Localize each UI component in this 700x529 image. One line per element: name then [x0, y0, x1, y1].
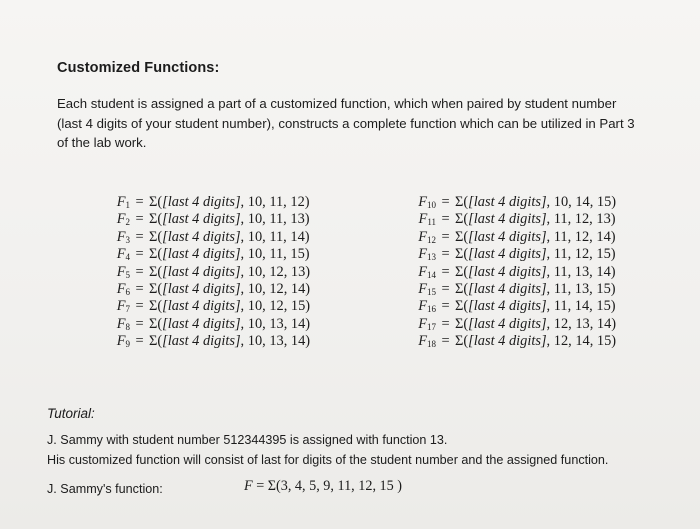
- function-row: [100, 281, 310, 298]
- function-index: 9: [125, 339, 130, 350]
- function-letter: F: [418, 211, 428, 228]
- sigma-symbol: Σ(: [455, 211, 469, 228]
- function-row: [410, 246, 616, 263]
- function-letter: F: [418, 298, 427, 315]
- digits-placeholder: [last 4 digits]: [468, 263, 547, 280]
- minterm-values: , 10, 11, 12): [240, 194, 310, 210]
- function-letter: F: [116, 333, 126, 350]
- function-letter: F: [116, 194, 126, 210]
- tutorial-function-formula: [244, 478, 402, 495]
- sigma-symbol: Σ(: [455, 315, 469, 332]
- function-row: [410, 264, 616, 281]
- intro-line-2: (last 4 digits of your student number), constructs a complete function which can be utilized in Part 3: [57, 115, 635, 131]
- digits-placeholder: [last 4 digits]: [162, 194, 241, 210]
- sigma-symbol: Σ(: [149, 280, 163, 297]
- minterm-values: , 11, 12, 14): [546, 228, 616, 245]
- function-index: 8: [125, 321, 130, 332]
- minterm-values: , 10, 11, 15): [240, 246, 310, 263]
- function-row: [410, 298, 616, 315]
- equals-sign: =: [135, 228, 144, 245]
- digits-placeholder: [last 4 digits]: [162, 211, 241, 228]
- intro-line-3: of the lab work.: [57, 135, 147, 150]
- sigma-symbol: Σ(: [149, 333, 163, 350]
- equals-sign: =: [135, 298, 144, 315]
- function-letter: F: [116, 315, 126, 332]
- minterm-values: , 11, 13, 14): [546, 263, 616, 280]
- function-index: 17: [427, 321, 436, 332]
- minterm-values: , 10, 13, 14): [240, 315, 311, 332]
- equals-sign: =: [441, 211, 450, 228]
- sigma-symbol: Σ(: [149, 246, 163, 263]
- function-index: 13: [427, 252, 436, 263]
- function-row: [100, 316, 310, 333]
- sigma-symbol: Σ(: [455, 298, 469, 315]
- function-letter: F: [116, 211, 126, 228]
- minterm-values: , 10, 11, 14): [240, 228, 310, 245]
- function-index: 16: [427, 304, 436, 315]
- digits-placeholder: [last 4 digits]: [468, 280, 547, 297]
- minterm-values: , 10, 11, 13): [240, 211, 310, 228]
- tutorial-line-1: J. Sammy with student number 512344395 is assigned with function 13.: [47, 433, 448, 447]
- equals-sign: =: [135, 315, 144, 332]
- equals-sign: =: [441, 333, 450, 350]
- function-row: [100, 246, 310, 263]
- function-index: 18: [427, 339, 436, 350]
- function-letter: F: [418, 280, 427, 297]
- intro-paragraph: [57, 94, 682, 153]
- function-index: 10: [427, 200, 436, 210]
- function-index: 5: [125, 269, 130, 280]
- function-name: [410, 333, 436, 353]
- digits-placeholder: [last 4 digits]: [468, 246, 547, 263]
- minterm-values: , 10, 12, 14): [240, 280, 311, 297]
- digits-placeholder: [last 4 digits]: [162, 298, 241, 315]
- sigma-symbol: Σ(: [455, 246, 469, 263]
- sigma-symbol: Σ(: [149, 263, 163, 280]
- function-name: [100, 333, 130, 353]
- sigma-symbol: Σ(: [149, 194, 163, 210]
- sigma-symbol: Σ(: [149, 228, 163, 245]
- function-letter: F: [418, 246, 427, 263]
- equals-sign: =: [135, 211, 144, 228]
- digits-placeholder: [last 4 digits]: [468, 333, 547, 350]
- function-row: [410, 211, 616, 228]
- equals-sign: =: [135, 246, 144, 263]
- function-index: 6: [125, 286, 130, 297]
- digits-placeholder: [last 4 digits]: [468, 228, 547, 245]
- equals-sign: =: [441, 263, 450, 280]
- tutorial-line-2: His customized function will consist of last for digits of the student number and the assigned function.: [47, 453, 609, 467]
- tutorial-label: Tutorial:: [47, 406, 95, 421]
- minterm-values: , 11, 12, 13): [546, 211, 616, 228]
- function-index: 4: [125, 252, 130, 263]
- function-row: [100, 333, 310, 350]
- equals-sign: =: [441, 315, 450, 332]
- function-letter: F: [116, 228, 126, 245]
- digits-placeholder: [last 4 digits]: [468, 194, 547, 210]
- function-row: [100, 211, 310, 228]
- minterm-values: , 11, 13, 15): [546, 280, 616, 297]
- sigma-symbol: Σ(: [149, 298, 163, 315]
- function-index: 3: [125, 234, 130, 245]
- function-body: = Σ(3, 4, 5, 9, 11, 12, 15 ): [252, 478, 402, 494]
- function-row: [100, 264, 310, 281]
- function-letter: F: [116, 280, 126, 297]
- function-index: 1: [125, 200, 130, 210]
- digits-placeholder: [last 4 digits]: [468, 298, 547, 315]
- equals-sign: =: [441, 280, 450, 297]
- function-letter: F: [116, 246, 126, 263]
- function-letter: F: [418, 263, 427, 280]
- equals-sign: =: [441, 194, 450, 210]
- digits-placeholder: [last 4 digits]: [162, 228, 241, 245]
- equals-sign: =: [441, 246, 450, 263]
- minterm-values: , 12, 13, 14): [546, 315, 617, 332]
- digits-placeholder: [last 4 digits]: [162, 280, 241, 297]
- function-index: 2: [125, 217, 130, 228]
- equals-sign: =: [135, 263, 144, 280]
- minterm-values: , 10, 14, 15): [546, 194, 617, 210]
- digits-placeholder: [last 4 digits]: [468, 211, 547, 228]
- sigma-symbol: Σ(: [149, 211, 163, 228]
- digits-placeholder: [last 4 digits]: [468, 315, 547, 332]
- function-row: [410, 229, 616, 246]
- function-list-right: [410, 194, 616, 351]
- sigma-symbol: Σ(: [455, 280, 469, 297]
- section-heading: Customized Functions:: [57, 60, 220, 76]
- function-variable: F: [244, 478, 253, 494]
- function-index: 14: [427, 269, 436, 280]
- function-letter: F: [418, 194, 427, 210]
- function-letter: F: [418, 228, 427, 245]
- function-letter: F: [116, 263, 126, 280]
- sigma-symbol: Σ(: [455, 194, 469, 210]
- function-row: [100, 298, 310, 315]
- minterm-values: , 10, 13, 14): [240, 333, 311, 350]
- equals-sign: =: [135, 333, 144, 350]
- intro-line-1: Each student is assigned a part of a customized function, which when paired by student number: [57, 96, 617, 111]
- digits-placeholder: [last 4 digits]: [162, 333, 241, 350]
- equals-sign: =: [441, 298, 450, 315]
- minterm-values: , 11, 12, 15): [546, 246, 616, 263]
- minterm-values: , 11, 14, 15): [546, 298, 616, 315]
- function-letter: F: [418, 333, 427, 350]
- function-row: [410, 316, 616, 333]
- digits-placeholder: [last 4 digits]: [162, 315, 241, 332]
- minterm-values: , 12, 14, 15): [546, 333, 617, 350]
- tutorial-function-label: J. Sammy's function:: [47, 482, 163, 496]
- sigma-symbol: Σ(: [455, 228, 469, 245]
- equals-sign: =: [135, 280, 144, 297]
- function-row: [410, 281, 616, 298]
- sigma-symbol: Σ(: [149, 315, 163, 332]
- digits-placeholder: [last 4 digits]: [162, 246, 241, 263]
- digits-placeholder: [last 4 digits]: [162, 263, 241, 280]
- function-letter: F: [418, 315, 427, 332]
- function-index: 12: [427, 234, 436, 245]
- function-row: [100, 229, 310, 246]
- function-letter: F: [116, 298, 126, 315]
- sigma-symbol: Σ(: [455, 263, 469, 280]
- minterm-values: , 10, 12, 15): [240, 298, 311, 315]
- function-index: 15: [427, 286, 436, 297]
- function-list-left: [100, 194, 310, 351]
- function-row: [100, 194, 310, 211]
- equals-sign: =: [135, 194, 144, 210]
- function-row: [410, 194, 616, 211]
- function-row: [410, 333, 616, 350]
- function-index: 11: [427, 217, 436, 228]
- function-index: 7: [125, 304, 130, 315]
- minterm-values: , 10, 12, 13): [240, 263, 311, 280]
- equals-sign: =: [441, 228, 450, 245]
- sigma-symbol: Σ(: [455, 333, 469, 350]
